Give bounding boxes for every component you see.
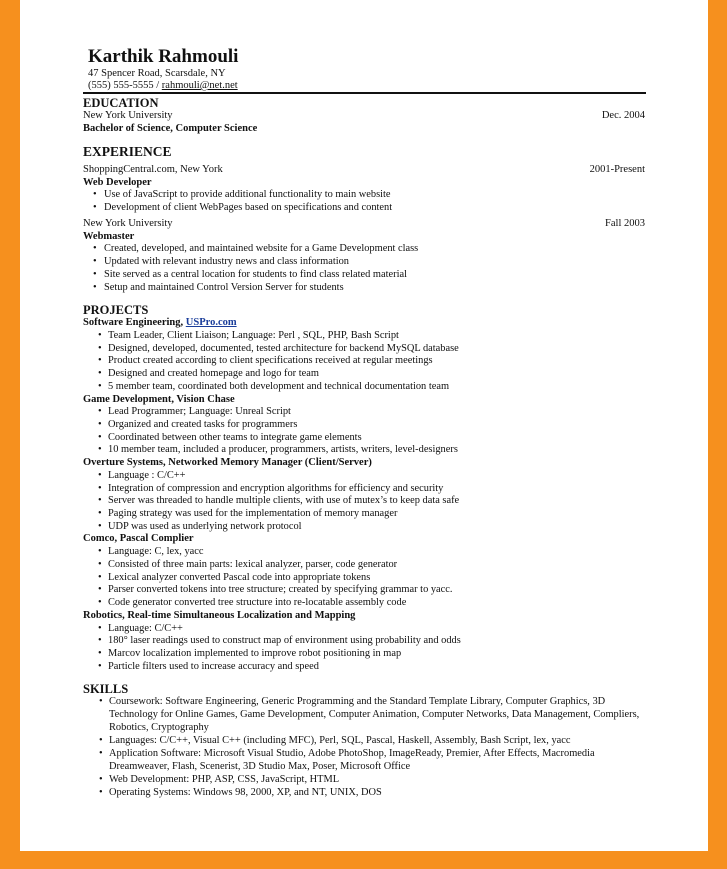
list-item: • Updated with relevant industry news and class information [93, 256, 349, 268]
list-item: • Particle filters used to increase accuracy and speed [98, 660, 319, 672]
list-item: • Team Leader, Client Liaison; Language: Perl , SQL, PHP, Bash Script [98, 330, 399, 342]
project-title: Robotics, Real-time Simultaneous Localization and Mapping [83, 609, 356, 621]
list-item: • Lexical analyzer converted Pascal code into appropriate tokens [98, 571, 371, 583]
bullet-icon: • [98, 520, 102, 532]
experience-bullets [83, 243, 643, 294]
list-item: • Languages: C/C++, Visual C++ (including MFC), Perl, SQL, Pascal, Haskell, Assembly, Bash Script, lex, yacc [99, 735, 571, 747]
bullet-icon: • [98, 660, 102, 672]
projects-list [83, 317, 643, 673]
list-item: • Development of client WebPages based on specifications and content [93, 201, 393, 213]
bullet-icon: • [93, 201, 97, 213]
bullet-icon: • [98, 469, 102, 481]
list-item: • Product created according to client specifications received at regular meetings [98, 355, 433, 367]
skills-list [83, 696, 643, 799]
experience-title: Web Developer [83, 176, 152, 188]
experience-org-row [83, 218, 643, 231]
experience-entry [83, 164, 643, 214]
list-item: • 180° laser readings used to construct map of environment using probability and odds [98, 635, 461, 647]
project-title: Overture Systems, Networked Memory Manager (Client/Server) [83, 457, 372, 469]
bullet-icon: • [93, 243, 97, 255]
project-link[interactable]: USPro.com [185, 317, 237, 329]
contact-address: 47 Spencer Road, Scarsdale, NY [88, 68, 226, 79]
bullet-icon: • [98, 647, 102, 659]
projects-heading: PROJECTS [83, 303, 149, 318]
bullet-icon: • [98, 495, 102, 507]
education-school: New York University [83, 110, 173, 121]
bullet-icon: • [98, 419, 102, 431]
bullet-icon: • [98, 571, 102, 583]
bullet-icon: • [93, 281, 97, 293]
bullet-icon: • [98, 444, 102, 456]
list-item: • Designed, developed, documented, tested architecture for backend MySQL database [98, 342, 459, 354]
list-item: • Code generator converted tree structure into re-locatable assembly code [98, 597, 407, 609]
list-item: • Server was threaded to handle multiple clients, with use of mutex’s to keep data safe [98, 495, 460, 507]
bullet-icon: • [98, 355, 102, 367]
list-item: • Created, developed, and maintained website for a Game Development class [93, 243, 419, 255]
bullet-icon: • [99, 786, 103, 798]
education-degree: Bachelor of Science, Computer Science [83, 122, 258, 134]
bullet-icon: • [98, 508, 102, 520]
education-date: Dec. 2004 [601, 110, 645, 121]
project-title: Comco, Pascal Complier [83, 533, 194, 545]
bullet-icon: • [93, 268, 97, 280]
resume-content [83, 46, 643, 800]
skills-heading: SKILLS [83, 682, 129, 697]
list-item: • Use of JavaScript to provide additional functionality to main website [93, 189, 391, 200]
experience-bullets [83, 189, 643, 214]
header-divider [83, 92, 646, 94]
experience-heading: EXPERIENCE [83, 144, 172, 159]
list-item: • 5 member team, coordinated both development and technical documentation team [98, 380, 450, 392]
experience-org: New York University [83, 218, 173, 230]
bullet-icon: • [98, 558, 102, 570]
candidate-name: Karthik Rahmouli [88, 46, 239, 67]
bullet-icon: • [98, 342, 102, 354]
contact-line [88, 80, 643, 92]
list-item: • Marcov localization implemented to improve robot positioning in map [98, 647, 402, 659]
list-item: • 10 member team, included a producer, programmers, artists, writers, level-designers [98, 444, 458, 456]
list-item: • UDP was used as underlying network protocol [98, 520, 302, 532]
bullet-icon: • [99, 748, 103, 759]
bullet-icon: • [93, 189, 97, 200]
bullet-icon: • [98, 431, 102, 443]
bullet-icon: • [99, 696, 103, 708]
resume-page [20, 0, 708, 851]
list-item: • Application Software: Microsoft Visual Studio, Adobe PhotoShop, ImageReady, Premier, After Effects, Macromedia Dreamweaver, Flash, Scenerist, 3D Studio Max, Poser, Microsoft Office [99, 748, 595, 772]
bullet-icon: • [98, 622, 102, 634]
experience-dates: 2001-Present [589, 164, 645, 175]
project-title: Game Development, Vision Chase [83, 393, 235, 405]
bullet-icon: • [98, 406, 102, 418]
bullet-icon: • [98, 330, 102, 342]
list-item: • Web Development: PHP, ASP, CSS, JavaScript, HTML [99, 773, 340, 785]
bullet-icon: • [98, 380, 102, 392]
list-item: • Parser converted tokens into tree structure; created by specifying grammar to yacc. [98, 584, 453, 596]
bullet-icon: • [99, 773, 103, 785]
list-item: • Paging strategy was used for the implementation of memory manager [98, 508, 398, 520]
list-item: • Integration of compression and encryption algorithms for efficiency and security [98, 482, 444, 494]
bullet-icon: • [98, 597, 102, 609]
education-row [83, 110, 643, 123]
list-item: • Language: C/C++ [98, 622, 183, 634]
experience-org-row [83, 164, 643, 177]
list-item: • Language : C/C++ [98, 469, 186, 481]
list-item: • Lead Programmer; Language: Unreal Script [98, 406, 291, 418]
contact-phone: (555) 555-5555 / [88, 80, 162, 91]
experience-entry [83, 218, 643, 294]
list-item: • Language: C, lex, yacc [98, 546, 204, 558]
bullet-icon: • [98, 368, 102, 380]
experience-org: ShoppingCentral.com, New York [83, 164, 223, 175]
list-item: • Site served as a central location for students to find class related material [93, 268, 407, 280]
bullet-icon: • [99, 735, 103, 747]
project-title: Software Engineering, USPro.com [83, 317, 237, 329]
bullet-icon: • [98, 584, 102, 596]
bullet-icon: • [93, 256, 97, 268]
list-item: • Organized and created tasks for programmers [98, 419, 298, 431]
list-item: • Designed and created homepage and logo for team [98, 368, 319, 380]
bullet-icon: • [98, 546, 102, 558]
contact-email-link[interactable]: rahmouli@net.net [161, 80, 238, 91]
bullet-icon: • [98, 635, 102, 647]
experience-title: Webmaster [83, 230, 135, 242]
education-heading: EDUCATION [83, 96, 159, 110]
list-item: • Setup and maintained Control Version Server for students [93, 281, 344, 293]
list-item: • Consisted of three main parts: lexical analyzer, parser, code generator [98, 558, 398, 570]
bullet-icon: • [98, 482, 102, 494]
list-item: • Operating Systems: Windows 98, 2000, XP, and NT, UNIX, DOS [99, 786, 382, 798]
list-item: • Coursework: Software Engineering, Generic Programming and the Standard Template Library, Computer Graphics, 3D Technology for Online Games, Game Development, Computer Animation, Computer Networks, Data Management, Compliers, Robotics, Cryptography [99, 696, 640, 734]
list-item: • Coordinated between other teams to integrate game elements [98, 431, 362, 443]
experience-dates: Fall 2003 [605, 218, 645, 230]
